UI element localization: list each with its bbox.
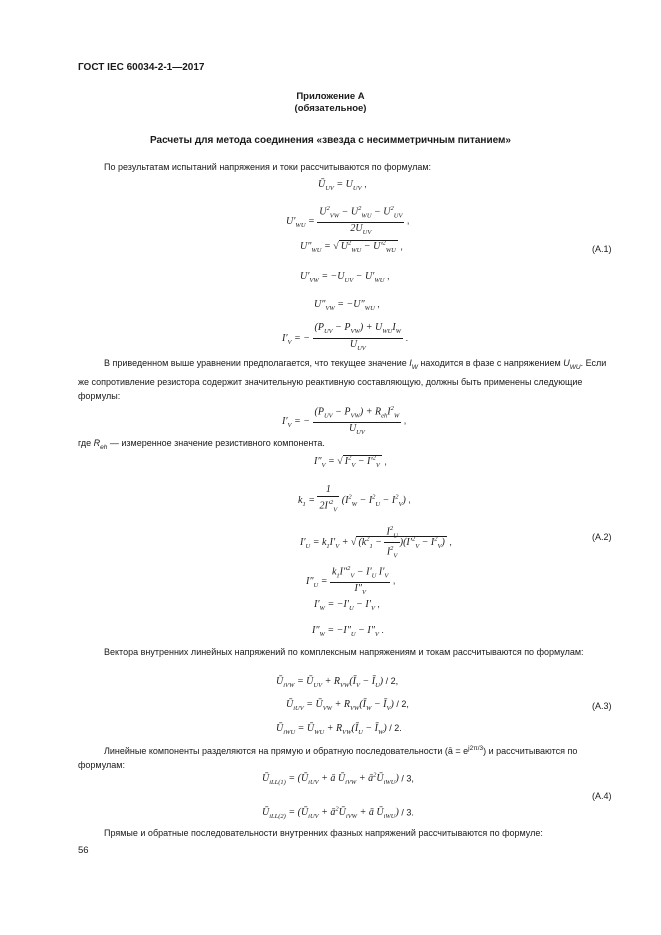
paragraph-intro: По результатам испытаний напряжения и токи рассчитываются по формулам: bbox=[104, 162, 432, 172]
equation-uvw-double-prime: $U''_{VW} = -U''_{WU}$ , bbox=[314, 299, 380, 312]
equation-iv-prime: $I'_V$ = − $\frac{(P_{UV} - P_{VW}) + U_{WU}I_W}{U_{UV}}$ . bbox=[282, 322, 409, 352]
appendix-subtitle: (обязательное) bbox=[294, 103, 367, 114]
standard-header: ГОСТ IEC 60034-2-1—2017 bbox=[78, 62, 205, 73]
equation-iw-prime: $I'_W = -I'_U - I'_V$ , bbox=[314, 599, 380, 612]
equation-uill2: $Ū_{iLL(2)}$ = ($Ū_{iUV}$ + $ā^2Ū_{iVW}$ + ā $Ū_{iWU}) / 3$. bbox=[262, 806, 414, 821]
paragraph-where: где $R_{eh}$ — измеренное значение резистивного компонента. bbox=[78, 438, 325, 451]
paragraph-phase-sequences: Прямые и обратные последовательности внутренних фазных напряжений рассчитываются по формуле: bbox=[104, 828, 543, 838]
equation-iu-double-prime: $I''_U$ = $\frac{k_1I''^2_V - I'_U I'_V}{I''_V}$ , bbox=[306, 565, 396, 597]
equation-k1: $k_1$ = $\frac{1}{2I'^2_V}$ $(I^2_W - I^2_U - I^2_V)$ , bbox=[298, 484, 411, 514]
equation-uiwu: $Ū_{iWU}$ = $Ū_{WU}$ + $R_{VW}(Ī_U$ − $Ī_W) / 2$. bbox=[276, 723, 402, 736]
equation-number-a1: (А.1) bbox=[592, 244, 612, 254]
equation-number-a2: (А.2) bbox=[592, 532, 612, 542]
paragraph-sequence-split: Линейные компоненты разделяются на прямую и обратную последовательности (ā = $e^{j2\pi/3}$) и рассчитываются по формулам: bbox=[78, 745, 578, 770]
equation-uvw-prime: $U'_{VW} = -U_{UV} - U'_{WU}$ , bbox=[300, 271, 390, 284]
equation-uill1: $Ū_{iLL(1)}$ = ($Ū_{iUV}$ + ā $Ū_{iVW}$ + $ā^2Ū_{iWU}) / 3$, bbox=[262, 772, 414, 787]
paragraph-assumption: В приведенном выше уравнении предполагается, что текущее значение $I_W$ находится в фазе с напряжением $U_{WU}$. Если же сопротивление резистора содержит значительную реактивную составляющую, должны быть применены следующие формулы: bbox=[78, 358, 607, 401]
section-heading: Расчеты для метода соединения «звезда с несимметричным питанием» bbox=[149, 135, 511, 146]
equation-uiuv: $Ū_{iUV}$ = $Ū_{VW}$ + $R_{VW}(Ī_W$ − $Ī_V) / 2$, bbox=[286, 699, 409, 712]
paragraph-internal-voltages: Вектора внутренних линейных напряжений по комплексным напряжениям и токам рассчитываются по формулам: bbox=[104, 647, 584, 657]
equation-uwu-prime: $U'_{WU}$ = $\frac{U^2_{VW} - U^2_{WU} - U^2_{UV}}{2U_{UV}}$ , bbox=[286, 205, 410, 237]
equation-number-a3: (А.3) bbox=[592, 701, 612, 711]
equation-uivw: $Ū_{iVW}$ = $Ū_{UV}$ + $R_{VW}(Ī_V$ − $Ī_U) / 2$, bbox=[276, 676, 399, 689]
appendix-title: Приложение А bbox=[296, 91, 365, 102]
equation-iw-double-prime: $I''_W = -I''_U - I''_V$ . bbox=[312, 625, 384, 638]
equation-uwu-double-prime: $U''_{WU}$ = √ $U^2_{WU} - U'^2_{WU}$ , bbox=[300, 240, 403, 255]
equation-iv-double-prime: $I''_V$ = √ $I^2_V - I'^2_V$ , bbox=[314, 455, 387, 470]
page-number: 56 bbox=[78, 845, 89, 856]
equation-uuv: $Ū_{UV} = U_{UV}$ , bbox=[318, 179, 367, 192]
equation-iv-prime-reactive: $I'_V$ = − $\frac{(P_{UV} - P_{VW}) + R_{eh}I^2_W}{U_{UV}}$ , bbox=[282, 405, 407, 437]
equation-number-a4: (А.4) bbox=[592, 791, 612, 801]
equation-iu-prime: $I'_U = k_1I'_V$ + √ ($k^2_1$ − $\frac{I^2_U}{I^2_V}$ )$(I'^2_V - I^2_V)$ , bbox=[300, 525, 452, 560]
